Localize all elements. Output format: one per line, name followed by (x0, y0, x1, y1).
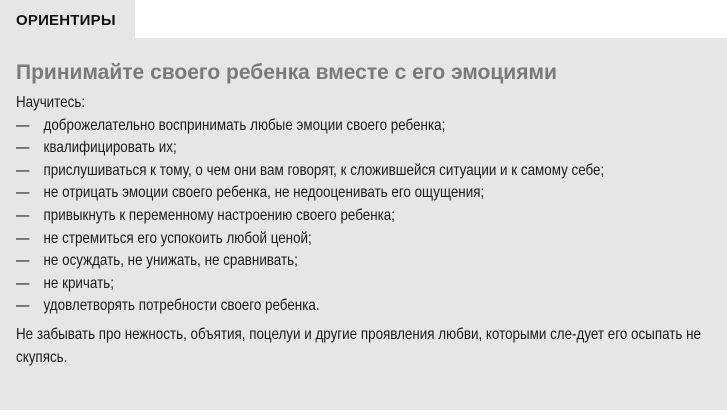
box-body (16, 92, 721, 369)
dash-marker: — (16, 161, 30, 179)
list-item-text: удовлетворять потребности своего ребенка. (43, 297, 320, 315)
dash-marker: — (16, 252, 30, 270)
advice-list (16, 115, 721, 318)
dash-marker: — (16, 139, 30, 157)
list-item-text: прислушиваться к тому, о чем они вам говорят, к сложившейся ситуации и к самому себе; (43, 161, 605, 179)
intro-text: Научитесь: (16, 94, 86, 111)
box-heading: Принимайте своего ребенка вместе с его эмоциями (16, 61, 557, 84)
list-item-text: не отрицать эмоции своего ребенка, не недооценивать его ощущения; (43, 184, 485, 202)
list-item (16, 295, 721, 318)
dash-marker: — (16, 116, 30, 134)
list-item (16, 228, 721, 251)
guidance-box (0, 38, 727, 410)
list-item-text: привыкнуть к переменному настроению своего ребенка; (43, 206, 395, 224)
dash-marker: — (16, 206, 30, 224)
list-item (16, 273, 721, 296)
list-item (16, 115, 721, 138)
list-item (16, 250, 721, 273)
dash-marker: — (16, 229, 30, 247)
list-item (16, 137, 721, 160)
dash-marker: — (16, 184, 30, 202)
dash-marker: — (16, 297, 30, 315)
section-tab-label: ОРИЕНТИРЫ (16, 12, 116, 29)
list-item-text: не кричать; (43, 274, 114, 292)
list-item-text: квалифицировать их; (43, 139, 177, 157)
list-item (16, 205, 721, 228)
list-item (16, 182, 721, 205)
list-item (16, 160, 721, 183)
list-item-text: доброжелательно воспринимать любые эмоции своего ребенка; (43, 116, 446, 134)
dash-marker: — (16, 274, 30, 292)
section-tab (0, 0, 135, 38)
list-item-text: не стремиться его успокоить любой ценой; (43, 229, 312, 247)
list-item-text: не осуждать, не унижать, не сравнивать; (43, 252, 298, 270)
closing-text: Не забывать про нежность, объятия, поцелуи и другие проявления любви, которыми сле-дует его осыпать не скупясь. (16, 325, 701, 366)
